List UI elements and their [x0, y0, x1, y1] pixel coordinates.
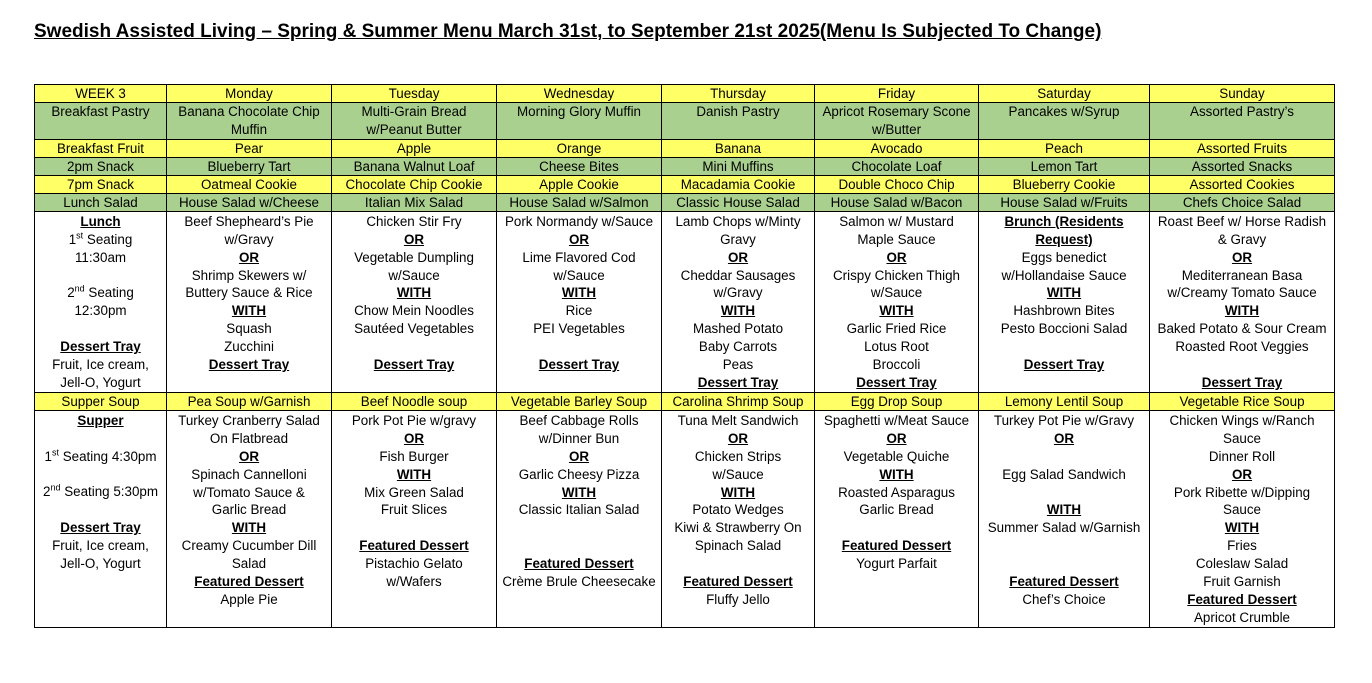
day-header-tuesday: Tuesday	[332, 85, 497, 103]
day-header-thursday: Thursday	[662, 85, 815, 103]
supper-dessert-tray-label: Dessert Tray	[60, 520, 141, 536]
menu-item: Maple Sauce	[857, 231, 936, 247]
day-header-wednesday: Wednesday	[497, 85, 662, 103]
spacer	[334, 338, 494, 356]
menu-item: w/Sauce	[388, 267, 440, 283]
pastry-line: Apricot Rosemary Scone	[822, 104, 971, 119]
pastry-line: w/Butter	[871, 121, 922, 137]
menu-item: Broccoli	[872, 357, 921, 373]
spacer	[499, 519, 659, 537]
spacer	[37, 501, 164, 519]
supper-soup-friday: Egg Drop Soup	[815, 392, 979, 410]
menu-item: Creamy Cucumber Dill	[181, 538, 317, 554]
or-divider: OR	[238, 448, 260, 464]
lunch-seating-1-time: 11:30am	[74, 249, 127, 265]
lunch-row	[35, 211, 1335, 392]
menu-item: Dinner Roll	[1208, 448, 1276, 464]
menu-item: w/Wafers	[386, 574, 442, 590]
supper-soup-label: Supper Soup	[35, 392, 167, 410]
lunch-salad-row	[35, 193, 1335, 211]
dessert-tray-label: Dessert Tray	[856, 374, 937, 390]
lunch-menu-friday	[815, 211, 979, 392]
week-label: WEEK 3	[35, 85, 167, 103]
spacer	[981, 338, 1147, 356]
or-divider: OR	[886, 430, 907, 446]
with-divider: WITH	[396, 466, 432, 482]
supper-seating-2: 2nd Seating 5:30pm	[42, 483, 158, 500]
pastry-line: Morning Glory Muffin	[516, 104, 642, 119]
supper-soup-sunday: Vegetable Rice Soup	[1150, 392, 1335, 410]
menu-item: Summer Salad w/Garnish	[987, 520, 1141, 536]
menu-item: Kiwi & Strawberry On	[674, 520, 802, 536]
menu-item: Chow Mein Noodles	[354, 303, 474, 319]
or-divider: OR	[886, 249, 907, 265]
spacer	[981, 537, 1147, 555]
menu-item: Chef’s Choice	[1022, 591, 1106, 607]
menu-item: Spaghetti w/Meat Sauce	[823, 412, 970, 428]
or-divider: OR	[238, 249, 260, 265]
lunch-salad-tuesday: Italian Mix Salad	[332, 193, 497, 211]
menu-item: Lamb Chops w/Minty	[675, 213, 801, 229]
breakfast-fruit-thursday: Banana	[662, 139, 815, 157]
pastry-line: Pancakes w/Syrup	[1008, 104, 1120, 119]
breakfast-pastry-sunday	[1150, 103, 1335, 140]
or-divider: OR	[727, 430, 749, 446]
snack-2pm-wednesday: Cheese Bites	[497, 157, 662, 175]
or-divider: OR	[568, 448, 590, 464]
spacer	[37, 430, 164, 448]
menu-item: Coleslaw Salad	[1195, 556, 1289, 572]
snack-7pm-sunday: Assorted Cookies	[1150, 175, 1335, 193]
with-divider: WITH	[879, 466, 914, 482]
menu-item: Garlic Fried Rice	[846, 321, 947, 337]
spacer	[37, 267, 164, 285]
menu-item: Mix Green Salad	[364, 484, 464, 500]
with-divider: WITH	[396, 285, 432, 301]
supper-soup-saturday: Lemony Lentil Soup	[979, 392, 1150, 410]
snack-2pm-friday: Chocolate Loaf	[815, 157, 979, 175]
menu-item: w/Sauce	[553, 267, 605, 283]
lunch-seating-1: 1st Seating	[68, 230, 133, 247]
header-row	[35, 85, 1335, 103]
menu-item: Eggs benedict	[1021, 249, 1107, 265]
menu-item: w/Creamy Tomato Sauce	[1167, 285, 1317, 301]
snack-2pm-saturday: Lemon Tart	[979, 157, 1150, 175]
menu-item: Beef Cabbage Rolls	[519, 412, 639, 428]
menu-item: Yogurt Parfait	[856, 556, 937, 572]
supper-dessert-line: Jell-O, Yogurt	[60, 556, 141, 572]
menu-item: Crispy Chicken Thigh	[832, 267, 960, 283]
menu-item: Salad	[231, 556, 267, 572]
spacer	[499, 338, 659, 356]
featured-dessert-label: Featured Dessert	[841, 538, 952, 554]
menu-item: w/Tomato Sauce &	[193, 484, 305, 500]
with-divider: WITH	[231, 303, 267, 319]
snack-2pm-sunday: Assorted Snacks	[1150, 157, 1335, 175]
breakfast-pastry-tuesday	[332, 103, 497, 140]
menu-item: Spinach Cannelloni	[191, 466, 307, 482]
spacer	[981, 483, 1147, 501]
supper-label-cell	[35, 410, 167, 627]
or-divider: OR	[568, 231, 590, 247]
or-divider: OR	[403, 231, 425, 247]
menu-item: Egg Salad Sandwich	[1002, 466, 1126, 482]
menu-item: Fruit Slices	[380, 502, 448, 518]
supper-seating-1: 1st Seating 4:30pm	[44, 447, 157, 464]
lunch-dessert-tray-label: Dessert Tray	[60, 339, 141, 355]
menu-item: w/Sauce	[712, 466, 764, 482]
menu-item: On Flatbread	[209, 430, 289, 446]
dessert-tray-label: Dessert Tray	[1201, 374, 1283, 390]
pastry-line: Assorted Pastry’s	[1190, 104, 1294, 119]
menu-item: Beef Shepheard’s Pie	[184, 213, 314, 229]
pastry-line: Muffin	[230, 121, 268, 137]
menu-item: Pesto Boccioni Salad	[1000, 321, 1128, 337]
menu-item: Spinach Salad	[694, 538, 782, 554]
with-divider: WITH	[720, 303, 756, 319]
or-divider: OR	[1231, 466, 1253, 482]
breakfast-pastry-label: Breakfast Pastry	[35, 103, 167, 140]
pastry-line: Multi-Grain Bread	[361, 104, 467, 119]
dessert-tray-label: Dessert Tray	[373, 357, 455, 373]
breakfast-fruit-sunday: Assorted Fruits	[1150, 139, 1335, 157]
menu-item: Tuna Melt Sandwich	[677, 412, 799, 428]
lunch-label-cell	[35, 211, 167, 392]
supper-menu-monday	[167, 410, 332, 627]
menu-item: Chicken Wings w/Ranch	[1169, 412, 1315, 428]
snack-7pm-tuesday: Chocolate Chip Cookie	[332, 175, 497, 193]
snack-7pm-monday: Oatmeal Cookie	[167, 175, 332, 193]
lunch-salad-monday: House Salad w/Cheese	[167, 193, 332, 211]
with-divider: WITH	[1224, 303, 1260, 319]
menu-item: Apple Pie	[220, 591, 278, 607]
snack-2pm-row	[35, 157, 1335, 175]
day-header-sunday: Sunday	[1150, 85, 1335, 103]
supper-dessert-line: Fruit, Ice cream,	[52, 538, 149, 554]
menu-item: Fluffy Jello	[706, 591, 770, 607]
with-divider: WITH	[720, 484, 756, 500]
menu-item: Vegetable Dumpling	[354, 249, 474, 265]
spacer	[37, 466, 164, 484]
snack-2pm-label: 2pm Snack	[35, 157, 167, 175]
pastry-line: Banana Chocolate Chip	[178, 104, 320, 119]
or-divider: OR	[1231, 249, 1253, 265]
breakfast-fruit-row	[35, 139, 1335, 157]
supper-menu-thursday	[662, 410, 815, 627]
lunch-salad-label: Lunch Salad	[35, 193, 167, 211]
menu-item: Mediterranean Basa	[1181, 267, 1303, 283]
menu-item: Garlic Bread	[211, 502, 287, 518]
spacer	[37, 320, 164, 338]
menu-item: Pork Pot Pie w/gravy	[351, 412, 477, 428]
menu-item: & Gravy	[1217, 231, 1267, 247]
pastry-line: Danish Pastry	[696, 104, 780, 119]
supper-soup-wednesday: Vegetable Barley Soup	[497, 392, 662, 410]
breakfast-fruit-friday: Avocado	[815, 139, 979, 157]
supper-heading: Supper	[77, 412, 124, 428]
featured-dessert-label: Featured Dessert	[1009, 573, 1119, 589]
spacer	[664, 555, 812, 573]
menu-item: Baked Potato & Sour Cream	[1157, 321, 1327, 337]
day-header-monday: Monday	[167, 85, 332, 103]
snack-2pm-thursday: Mini Muffins	[662, 157, 815, 175]
menu-item: Lotus Root	[864, 339, 929, 355]
menu-item: w/Gravy	[224, 231, 274, 247]
menu-item: Crème Brule Cheesecake	[502, 574, 656, 589]
menu-item: Roasted Root Veggies	[1175, 339, 1309, 355]
menu-item: Mashed Potato	[692, 321, 784, 337]
snack-7pm-saturday: Blueberry Cookie	[979, 175, 1150, 193]
menu-item: Pork Ribette w/Dipping	[1173, 484, 1311, 500]
menu-item: Classic Italian Salad	[518, 502, 640, 518]
snack-7pm-thursday: Macadamia Cookie	[662, 175, 815, 193]
spacer	[334, 519, 494, 537]
featured-dessert-label: Featured Dessert	[194, 574, 304, 590]
breakfast-fruit-label: Breakfast Fruit	[35, 139, 167, 157]
featured-dessert-label: Featured Dessert	[1187, 591, 1297, 607]
or-divider: OR	[727, 249, 749, 265]
with-divider: WITH	[1224, 520, 1260, 536]
lunch-salad-wednesday: House Salad w/Salmon	[497, 193, 662, 211]
lunch-menu-sunday	[1150, 211, 1335, 392]
menu-item: Turkey Cranberry Salad	[178, 412, 320, 428]
supper-menu-saturday	[979, 410, 1150, 627]
menu-item: Brunch (Residents	[1004, 213, 1124, 229]
lunch-dessert-line: Jell-O, Yogurt	[60, 374, 141, 390]
menu-item: Chicken Strips	[694, 448, 782, 464]
with-divider: WITH	[231, 520, 267, 536]
supper-menu-wednesday	[497, 410, 662, 627]
dessert-tray-label: Dessert Tray	[208, 357, 290, 373]
lunch-menu-monday	[167, 211, 332, 392]
with-divider: WITH	[1046, 502, 1082, 518]
lunch-heading: Lunch	[80, 213, 121, 229]
snack-7pm-friday: Double Choco Chip	[815, 175, 979, 193]
featured-dessert-label: Featured Dessert	[683, 574, 793, 590]
with-divider: WITH	[1046, 285, 1082, 301]
supper-soup-monday: Pea Soup w/Garnish	[167, 392, 332, 410]
menu-item: Buttery Sauce & Rice	[185, 285, 313, 301]
menu-item: Hashbrown Bites	[1013, 303, 1115, 319]
with-divider: WITH	[561, 484, 597, 500]
spacer	[1152, 356, 1332, 374]
or-divider: OR	[403, 430, 425, 446]
menu-item: w/Gravy	[713, 285, 763, 301]
lunch-menu-tuesday	[332, 211, 497, 392]
menu-item: Pork Normandy w/Sauce	[504, 213, 654, 229]
menu-item: w/Dinner Bun	[538, 430, 620, 446]
snack-2pm-tuesday: Banana Walnut Loaf	[332, 157, 497, 175]
with-divider: WITH	[561, 285, 597, 301]
day-header-saturday: Saturday	[979, 85, 1150, 103]
page-title: Swedish Assisted Living – Spring & Summer Menu March 31st, to September 21st 2025(Menu Is Subjected To Change)	[34, 21, 1102, 42]
breakfast-pastry-saturday	[979, 103, 1150, 140]
spacer	[499, 537, 659, 555]
menu-item: Garlic Cheesy Pizza	[518, 466, 640, 482]
lunch-menu-thursday	[662, 211, 815, 392]
menu-item: Fruit Garnish	[1203, 574, 1281, 590]
breakfast-fruit-wednesday: Orange	[497, 139, 662, 157]
menu-item: Sauce	[1223, 430, 1261, 446]
supper-row	[35, 410, 1335, 627]
menu-item: Fish Burger	[379, 448, 449, 464]
menu-item: Squash	[226, 321, 272, 337]
spacer	[981, 448, 1147, 466]
supper-soup-tuesday: Beef Noodle soup	[332, 392, 497, 410]
menu-item: Cheddar Sausages	[680, 267, 796, 283]
menu-item: Lime Flavored Cod	[522, 249, 636, 265]
lunch-dessert-line: Fruit, Ice cream,	[52, 357, 149, 373]
spacer	[981, 555, 1147, 573]
menu-item: Shrimp Skewers w/	[191, 267, 307, 283]
menu-item: Peas	[722, 357, 754, 373]
snack-7pm-wednesday: Apple Cookie	[497, 175, 662, 193]
breakfast-pastry-wednesday	[497, 103, 662, 140]
menu-item: Chicken Stir Fry	[366, 213, 462, 229]
lunch-salad-thursday: Classic House Salad	[662, 193, 815, 211]
menu-item: Garlic Bread	[859, 502, 934, 518]
breakfast-pastry-thursday	[662, 103, 815, 140]
menu-item: Baby Carrots	[698, 339, 778, 355]
lunch-salad-saturday: House Salad w/Fruits	[979, 193, 1150, 211]
breakfast-fruit-tuesday: Apple	[332, 139, 497, 157]
menu-table	[34, 84, 1335, 628]
menu-item: Roast Beef w/ Horse Radish	[1157, 213, 1327, 229]
lunch-seating-2: 2nd Seating	[67, 283, 134, 301]
menu-item: Fries	[1227, 538, 1257, 554]
supper-menu-tuesday	[332, 410, 497, 627]
with-divider: WITH	[879, 303, 914, 319]
snack-7pm-label: 7pm Snack	[35, 175, 167, 193]
dessert-tray-label: Dessert Tray	[1023, 357, 1105, 373]
dessert-tray-label: Dessert Tray	[697, 374, 779, 390]
menu-item: Rice	[565, 303, 593, 319]
menu-item: Apricot Crumble	[1194, 609, 1290, 625]
menu-item: Vegetable Quiche	[843, 448, 950, 464]
dessert-tray-label: Dessert Tray	[538, 357, 620, 373]
snack-2pm-monday: Blueberry Tart	[167, 157, 332, 175]
menu-item: Zucchini	[224, 339, 274, 355]
supper-soup-row	[35, 392, 1335, 410]
menu-item: Request)	[1035, 231, 1093, 247]
menu-item: w/Hollandaise Sauce	[1001, 267, 1127, 283]
breakfast-pastry-monday	[167, 103, 332, 140]
spacer	[817, 519, 976, 537]
day-header-friday: Friday	[815, 85, 979, 103]
lunch-salad-sunday: Chefs Choice Salad	[1150, 193, 1335, 211]
breakfast-pastry-friday	[815, 103, 979, 140]
menu-item: Turkey Pot Pie w/Gravy	[993, 412, 1135, 428]
menu-item: Pistachio Gelato	[365, 556, 463, 572]
menu-item: Potato Wedges	[692, 502, 784, 518]
pastry-line: w/Peanut Butter	[366, 121, 462, 137]
menu-item: Sautéed Vegetables	[354, 321, 474, 337]
menu-item: Sauce	[1223, 502, 1261, 518]
menu-item: Salmon w/ Mustard	[839, 213, 954, 229]
lunch-seating-2-time: 12:30pm	[74, 303, 127, 319]
snack-7pm-row	[35, 175, 1335, 193]
lunch-menu-wednesday	[497, 211, 662, 392]
menu-item: Gravy	[720, 231, 756, 247]
lunch-salad-friday: House Salad w/Bacon	[815, 193, 979, 211]
breakfast-fruit-monday: Pear	[167, 139, 332, 157]
menu-item: w/Sauce	[870, 285, 923, 301]
lunch-menu-saturday	[979, 211, 1150, 392]
featured-dessert-label: Featured Dessert	[524, 556, 634, 572]
supper-menu-friday	[815, 410, 979, 627]
breakfast-pastry-row	[35, 103, 1335, 140]
or-divider: OR	[1053, 430, 1075, 446]
featured-dessert-label: Featured Dessert	[359, 538, 469, 554]
breakfast-fruit-saturday: Peach	[979, 139, 1150, 157]
supper-soup-thursday: Carolina Shrimp Soup	[662, 392, 815, 410]
supper-menu-sunday	[1150, 410, 1335, 627]
menu-item: PEI Vegetables	[533, 321, 625, 337]
menu-item: Roasted Asparagus	[838, 484, 955, 500]
